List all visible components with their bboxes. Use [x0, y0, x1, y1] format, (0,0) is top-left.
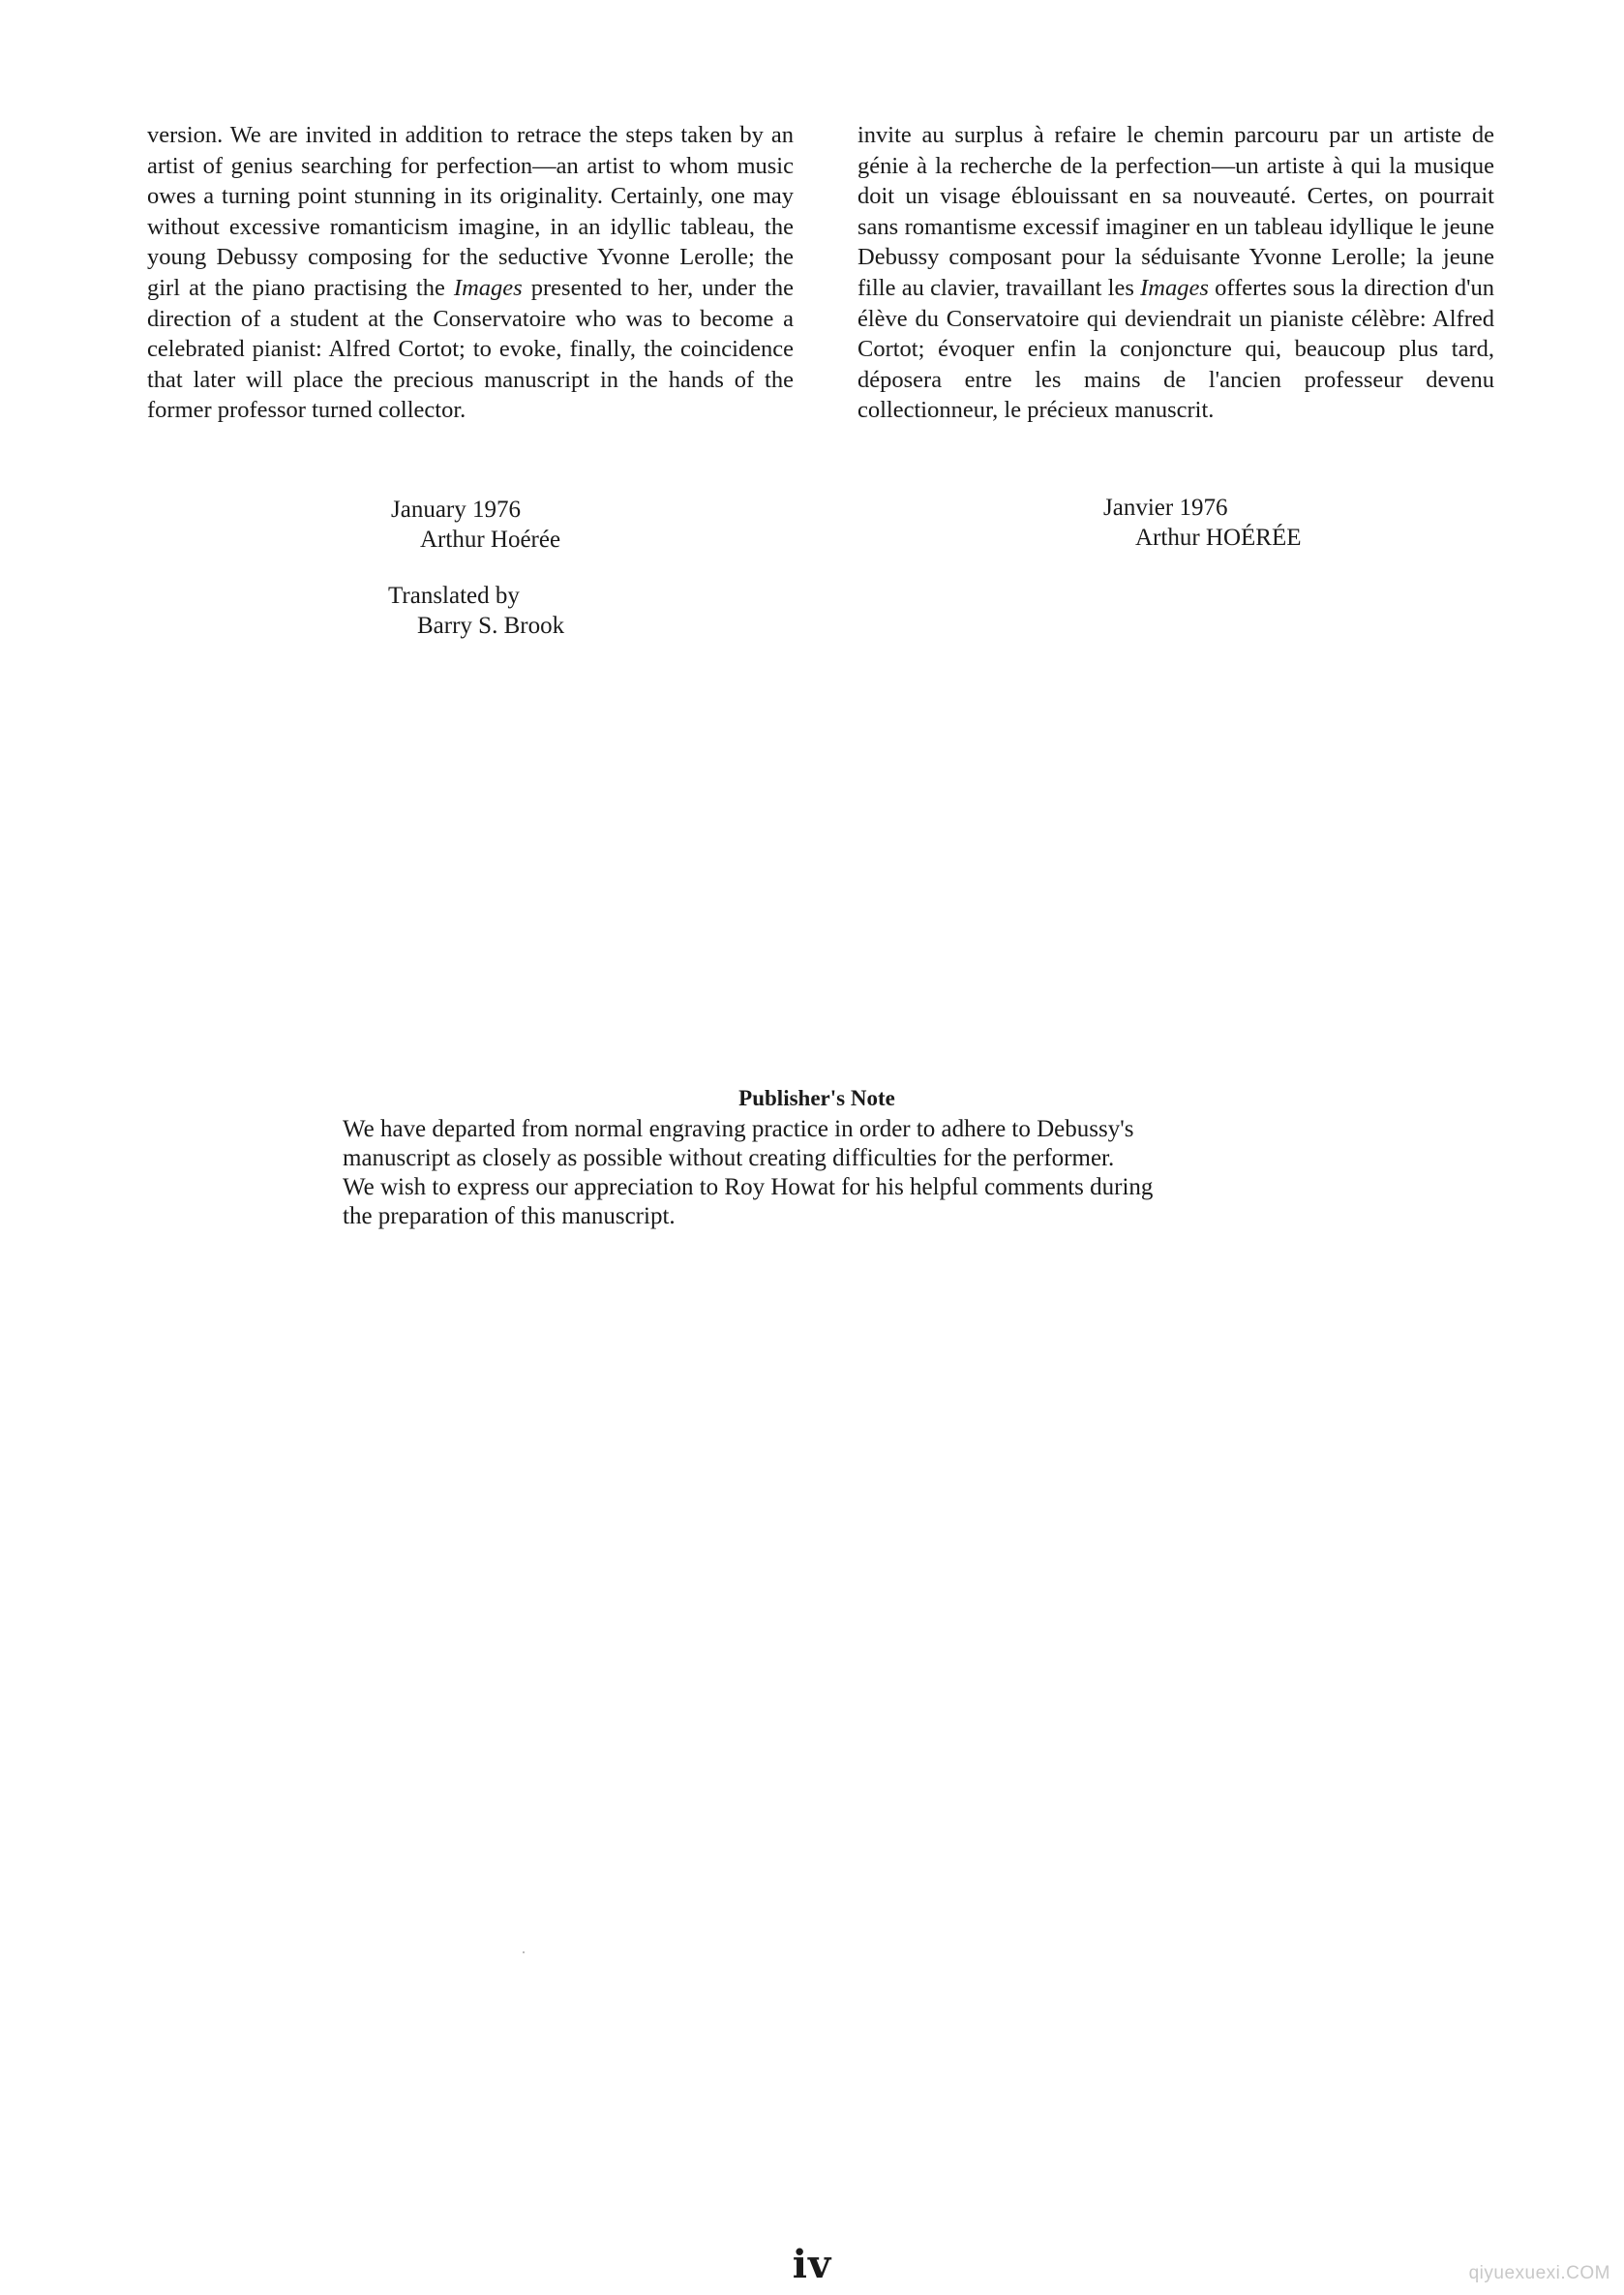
- publisher-note-line: manuscript as closely as possible without creating difficulties for the performer.: [343, 1145, 1115, 1171]
- english-text-part-2: presented to her, under the direction of a student at the Conservatoire who was to become a celebrated pianist: Alfred Cortot; to evoke, finally, the coincidence that later will place the precious manuscript in the hands of the former professor turned collector.: [147, 274, 795, 424]
- translated-by-label: Translated by: [388, 583, 520, 609]
- english-paragraph: [147, 120, 794, 426]
- french-text-part-1: invite au surplus à refaire le chemin parcouru par un artiste de génie à la recherche de la perfection—un artiste à qui la musique doit un visage éblouissant en sa nouveauté. Certes, on pourrait sans romantisme excessif imaginer en un tableau idyllique le jeune Debussy composant pour la séduisante Yvonne Lerolle; la jeune fille au clavier, travaillant les: [857, 122, 1494, 301]
- english-date: January 1976: [391, 497, 521, 523]
- translator-name: Barry S. Brook: [417, 613, 565, 639]
- watermark: qiyuexuexi.COM: [1468, 2263, 1610, 2283]
- french-signature: [1103, 493, 1302, 553]
- english-column: [147, 120, 794, 426]
- french-column: [857, 120, 1494, 426]
- english-author: Arthur Hoérée: [420, 527, 561, 553]
- translator-credit: [388, 581, 564, 641]
- english-text-part-1: version. We are invited in addition to retrace the steps taken by an artist of genius searching for perfection—an artist to whom music owes a turning point stunning in its originality. Certainly, one may without excessive romanticism imagine, in an idyllic tableau, the young Debussy composing for the seductive Yvonne Lerolle; the girl at the piano practising the: [147, 122, 794, 301]
- french-text-part-2: offertes sous la direction d'un élève du Conservatoire qui deviendrait un pianiste célèbre: Alfred Cortot; évoquer enfin la conjoncture qui, beaucoup plus tard, déposera entre les mains de l'ancien professeur devenu collectionneur, le précieux manuscrit.: [857, 274, 1495, 424]
- publisher-note: [343, 1084, 1291, 1231]
- publisher-note-heading: Publisher's Note: [738, 1086, 895, 1110]
- publisher-note-line: the preparation of this manuscript.: [343, 1203, 676, 1229]
- scan-speck: [523, 1951, 525, 1953]
- french-author: Arthur HOÉRÉE: [1135, 525, 1302, 551]
- french-images-title: Images: [1140, 274, 1209, 301]
- french-paragraph: [857, 120, 1494, 426]
- french-date: Janvier 1976: [1103, 495, 1228, 521]
- publisher-note-line: We wish to express our appreciation to Roy Howat for his helpful comments during: [343, 1174, 1154, 1200]
- english-images-title: Images: [453, 274, 523, 301]
- page-number: iv: [792, 2242, 832, 2287]
- publisher-note-line: We have departed from normal engraving practice in order to adhere to Debussy's: [343, 1116, 1134, 1142]
- english-signature: [391, 495, 560, 555]
